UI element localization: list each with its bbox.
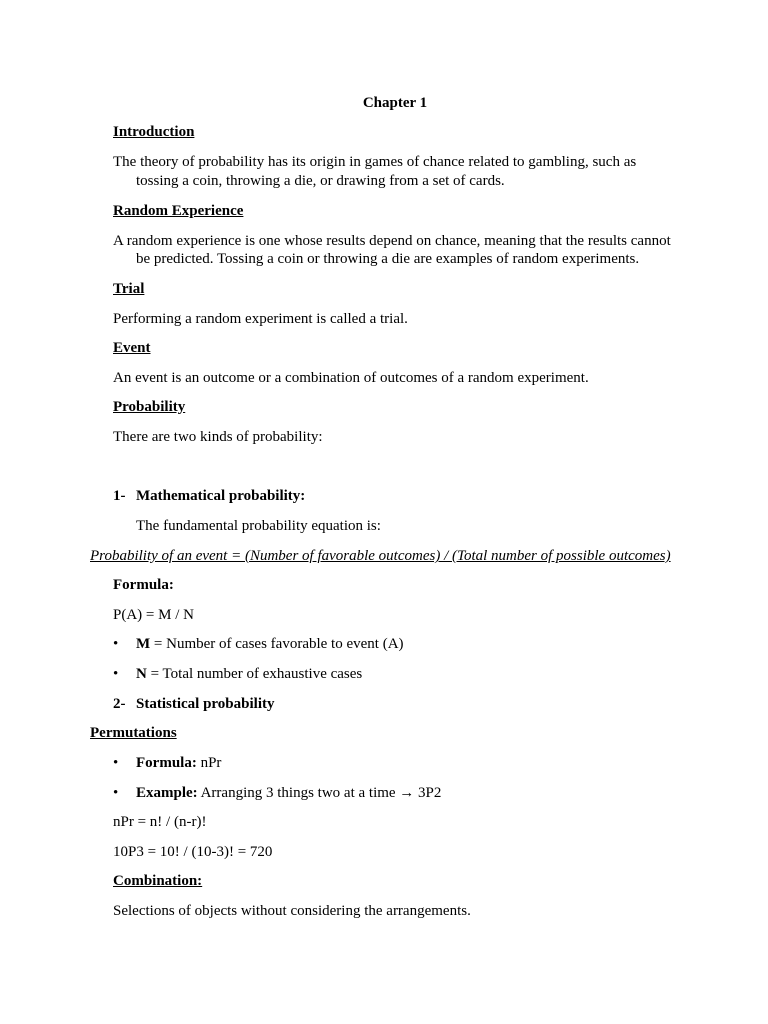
n-def: = Total number of exhaustive cases [146,666,363,682]
item-1-number: 1- [113,488,126,504]
m-term: M [136,636,151,652]
probability-equation: Probability of an event = (Number of favorable outcomes) / (Total number of possible outcomes) [90,548,671,564]
permutation-formula-value: nPr [196,755,222,771]
permutation-example-value: Arranging 3 things two at a time → 3P2 [197,785,442,801]
formula-label: Formula: [113,577,174,593]
item-2-title: Statistical probability [136,696,275,712]
trial-heading: Trial [113,281,145,297]
permutation-formula-label: Formula: [136,755,197,771]
bullet-icon: • [113,636,119,652]
probability-text: There are two kinds of probability: [113,429,323,445]
chapter-title: Chapter 1 [362,95,428,111]
permutation-example-label: Example: [136,785,198,801]
item-2-number: 2- [113,696,126,712]
permutation-example [113,784,442,803]
bullet-icon: • [113,755,119,771]
item-1-title: Mathematical probability: [136,488,306,504]
introduction-text-line-1: The theory of probability has its origin in games of chance related to gambling, such as [113,154,637,170]
n-term: N [136,666,147,682]
probability-heading: Probability [113,399,186,415]
fundamental-equation-intro: The fundamental probability equation is: [136,518,381,534]
m-def: = Number of cases favorable to event (A) [150,636,404,652]
npr-formula: nPr = n! / (n-r)! [113,814,207,830]
permutations-heading: Permutations [90,725,177,741]
bullet-icon: • [113,666,119,682]
combination-text: Selections of objects without considering the arrangements. [113,903,471,919]
event-text: An event is an outcome or a combination of outcomes of a random experiment. [113,370,589,386]
bullet-icon: • [113,785,119,801]
combination-heading: Combination: [113,873,203,889]
event-heading: Event [113,340,151,356]
introduction-heading: Introduction [113,124,195,140]
random-experience-heading: Random Experience [113,203,244,219]
random-experience-text-line-2: be predicted. Tossing a coin or throwing a die are examples of random experiments. [136,251,640,267]
random-experience-text-line-1: A random experience is one whose results depend on chance, meaning that the results cannot [113,233,671,249]
probability-formula: P(A) = M / N [113,607,194,623]
npr-example-calculation: 10P3 = 10! / (10-3)! = 720 [113,844,273,860]
n-definition [113,665,363,684]
trial-text: Performing a random experiment is called a trial. [113,311,408,327]
permutation-formula [113,754,222,773]
introduction-text-line-2: tossing a coin, throwing a die, or drawing from a set of cards. [136,173,505,189]
m-definition [113,635,404,654]
